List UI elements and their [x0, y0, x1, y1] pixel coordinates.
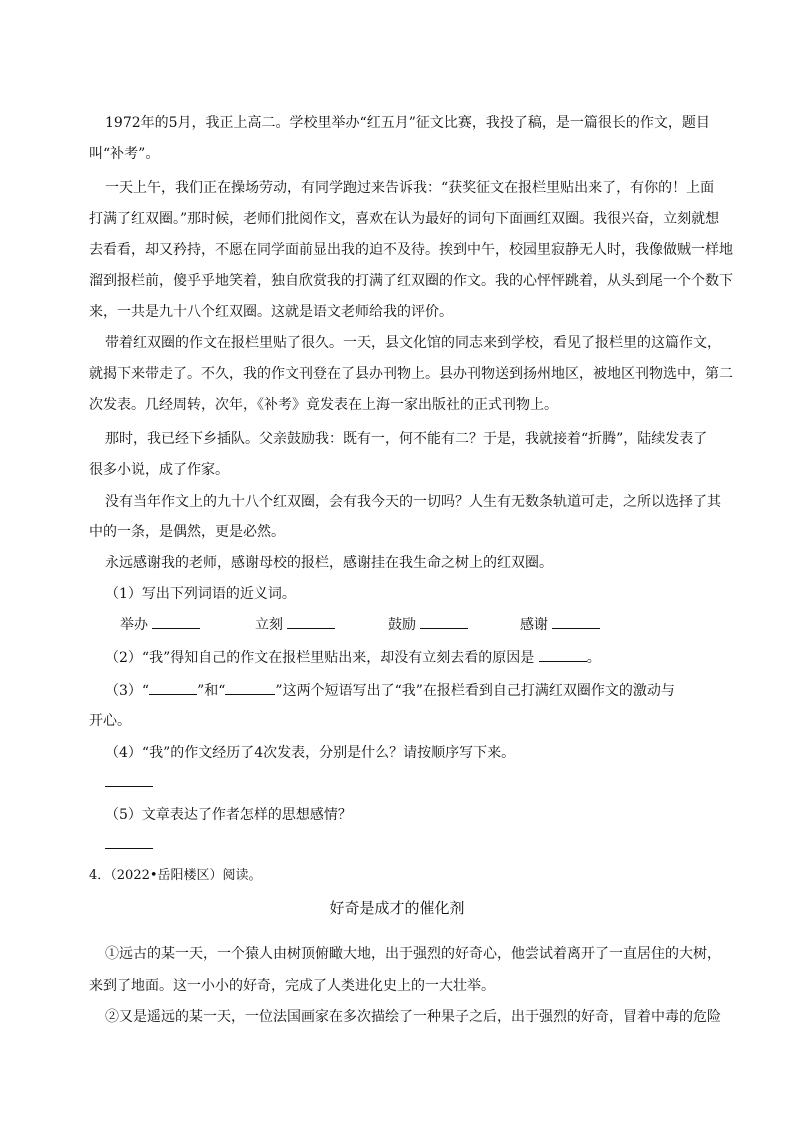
question-2: （2）“我”得知自己的作文在报栏里贴出来，却没有立刻去看的原因是 。 [105, 647, 745, 668]
q1-word-1: 举办 [120, 614, 200, 635]
question-5: （5）文章表达了作者怎样的思想感情？ [105, 807, 352, 823]
q1-word-3: 鼓励 [388, 614, 468, 635]
question-4: （4）“我”的作文经历了4次发表，分别是什么？请按顺序写下来。 [105, 745, 516, 761]
article-p1-line2: 来到了地面。这一小小的好奇，完成了人类进化史上的一大壮举。 [89, 978, 495, 994]
passage-p3-line3: 次发表。几经周转，次年，《补考》竟发表在上海一家出版社的正式刊物上。 [89, 397, 558, 413]
passage-p3-line2: 就揭下来带走了。不久，我的作文刊登在了县办刊物上。县办刊物送到扬州地区，被地区刊物选中，第二 [89, 366, 733, 382]
question-3: （3）“ ”和“ ”这两个短语写出了“我”在报栏看到自己打满红双圈作文的激动与 [105, 680, 745, 701]
answer-blank[interactable] [105, 834, 153, 849]
passage-p3-line1: 带着红双圈的作文在报栏里贴了很久。一天，县文化馆的同志来到学校，看见了报栏里的这篇作文， [105, 335, 721, 351]
passage-p4-line2: 很多小说，成了作家。 [89, 462, 229, 478]
article-p1-line1: ①远古的某一天，一个猿人由树顶俯瞰大地，出于强烈的好奇心，他尝试着离开了一直居住的大树， [105, 946, 721, 962]
passage-p5-line1: 没有当年作文上的九十八个红双圈，会有我今天的一切吗？人生有无数条轨道可走，之所以选择了其 [105, 494, 721, 510]
answer-blank[interactable] [539, 647, 587, 662]
passage-p1-line2: 叫“补考”。 [89, 146, 160, 162]
passage-p2-line5: 来，一共是九十八个红双圈。这就是语文老师给我的评价。 [89, 304, 453, 320]
passage-p1-line1: 1972年的5月，我正上高二。学校里举办“红五月”征文比赛，我投了稿，是一篇很长的作文，题目 [105, 115, 710, 131]
answer-blank[interactable] [420, 614, 468, 629]
article-p2-line1: ②又是遥远的某一天，一位法国画家在多次描绘了一种果子之后，出于强烈的好奇，冒着中毒的危险 [105, 1009, 721, 1025]
passage-p4-line1: 那时，我已经下乡插队。父亲鼓励我：既有一，何不能有二？于是，我就接着“折腾”，陆续发表了 [105, 431, 708, 447]
q1-word-4: 感谢 [520, 614, 600, 635]
question-5-answer [105, 834, 745, 855]
passage-p2-line3: 去看看，却又矜持，不愿在同学面前显出我的迫不及待。挨到中午，校园里寂静无人时，我像做贼一样地 [89, 242, 733, 258]
answer-blank[interactable] [287, 614, 335, 629]
passage-p5-line2: 中的一条，是偶然，更是必然。 [89, 524, 285, 540]
passage-p2-line1: 一天上午，我们正在操场劳动，有同学跑过来告诉我：“获奖征文在报栏里贴出来了，有你的！上面 [105, 180, 715, 196]
answer-blank[interactable] [552, 614, 600, 629]
article-title: 好奇是成才的催化剂 [329, 899, 465, 917]
answer-blank[interactable] [149, 680, 197, 695]
question-1: （1）写出下列词语的近义词。 [105, 586, 296, 602]
q1-word-row [120, 614, 620, 634]
answer-blank[interactable] [152, 614, 200, 629]
answer-blank[interactable] [105, 772, 153, 787]
passage-p2-line2: 打满了红双圈。”那时候，老师们批阅作文，喜欢在认为最好的词句下面画红双圈。我很兴奋，立刻就想 [89, 211, 720, 227]
passage-p6-line1: 永远感谢我的老师，感谢母校的报栏，感谢挂在我生命之树上的红双圈。 [105, 555, 553, 571]
section-heading: 4．（2022•岳阳楼区）阅读。 [89, 868, 262, 883]
answer-blank[interactable] [225, 680, 275, 695]
passage-p2-line4: 溜到报栏前，傻乎乎地笑着，独自欣赏我的打满了红双圈的作文。我的心怦怦跳着，从头到尾一个个数下 [89, 273, 733, 289]
question-4-answer [105, 772, 745, 793]
q1-word-2: 立刻 [255, 614, 335, 635]
question-3-line2: 开心。 [89, 713, 131, 729]
